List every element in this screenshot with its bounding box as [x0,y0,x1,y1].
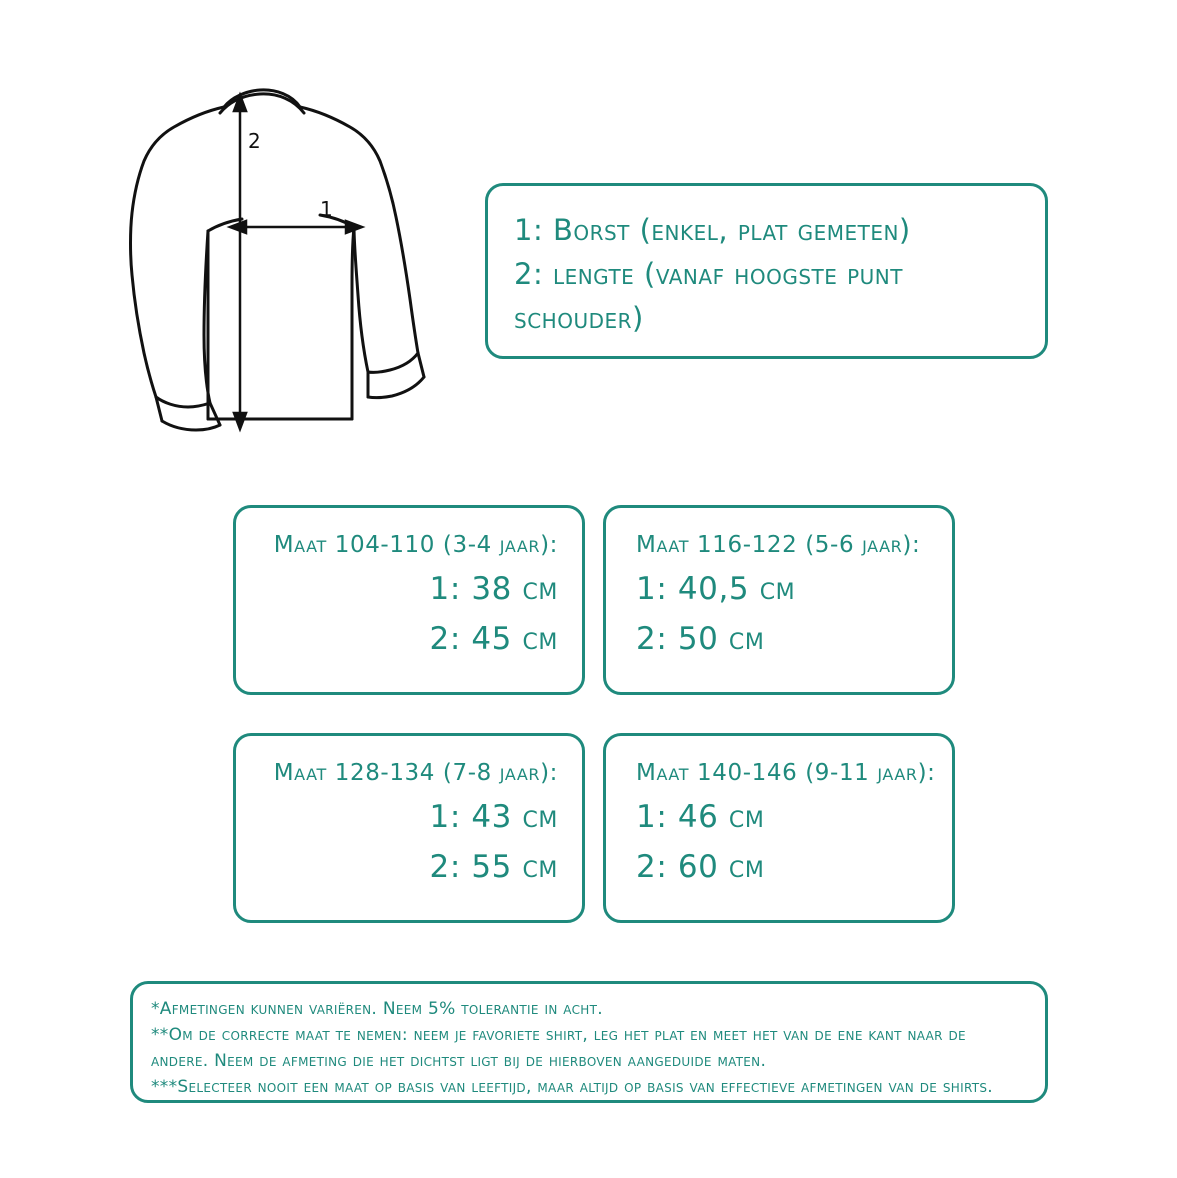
size-title: Maat 128-134 (7-8 jaar): [273,760,558,786]
note-howto-1: **Om de correcte maat te nemen: neem je favoriete shirt, leg het plat en meet het van de ene kant naar de [151,1025,966,1045]
legend-box [485,183,1048,359]
size-chest-value: 1: 43 cm [429,799,558,835]
size-chest-value: 1: 46 cm [636,799,765,835]
size-box-116-122 [603,505,955,695]
size-box-140-146 [603,733,955,923]
note-age-warning: ***Selecteer nooit een maat op basis van leeftijd, maar altijd op basis van effectieve afmetingen van de shirts. [151,1077,993,1097]
legend-line-chest: 1: Borst (enkel, plat gemeten) [514,213,911,247]
legend-line-length: 2: lengte (vanaf hoogste punt [514,257,903,291]
size-box-128-134 [233,733,585,923]
size-title: Maat 116-122 (5-6 jaar): [636,532,921,558]
size-title: Maat 104-110 (3-4 jaar): [273,532,558,558]
shirt-outline-icon [120,85,460,455]
size-title: Maat 140-146 (9-11 jaar): [636,760,936,786]
chest-dimension-label: 1 [320,197,333,221]
legend-line-length-cont: schouder) [514,301,644,335]
length-dimension-label: 2 [248,129,261,153]
shirt-diagram [120,85,460,455]
size-chest-value: 1: 38 cm [429,571,558,607]
size-length-value: 2: 60 cm [636,849,765,885]
note-howto-2: andere. Neem de afmeting die het dichtst ligt bij de hierboven aangeduide maten. [151,1051,767,1071]
note-tolerance: *Afmetingen kunnen variëren. Neem 5% tolerantie in acht. [151,999,603,1019]
size-length-value: 2: 50 cm [636,621,765,657]
size-box-104-110 [233,505,585,695]
size-length-value: 2: 45 cm [429,621,558,657]
size-length-value: 2: 55 cm [429,849,558,885]
size-chest-value: 1: 40,5 cm [636,571,796,607]
notes-box [130,981,1048,1103]
